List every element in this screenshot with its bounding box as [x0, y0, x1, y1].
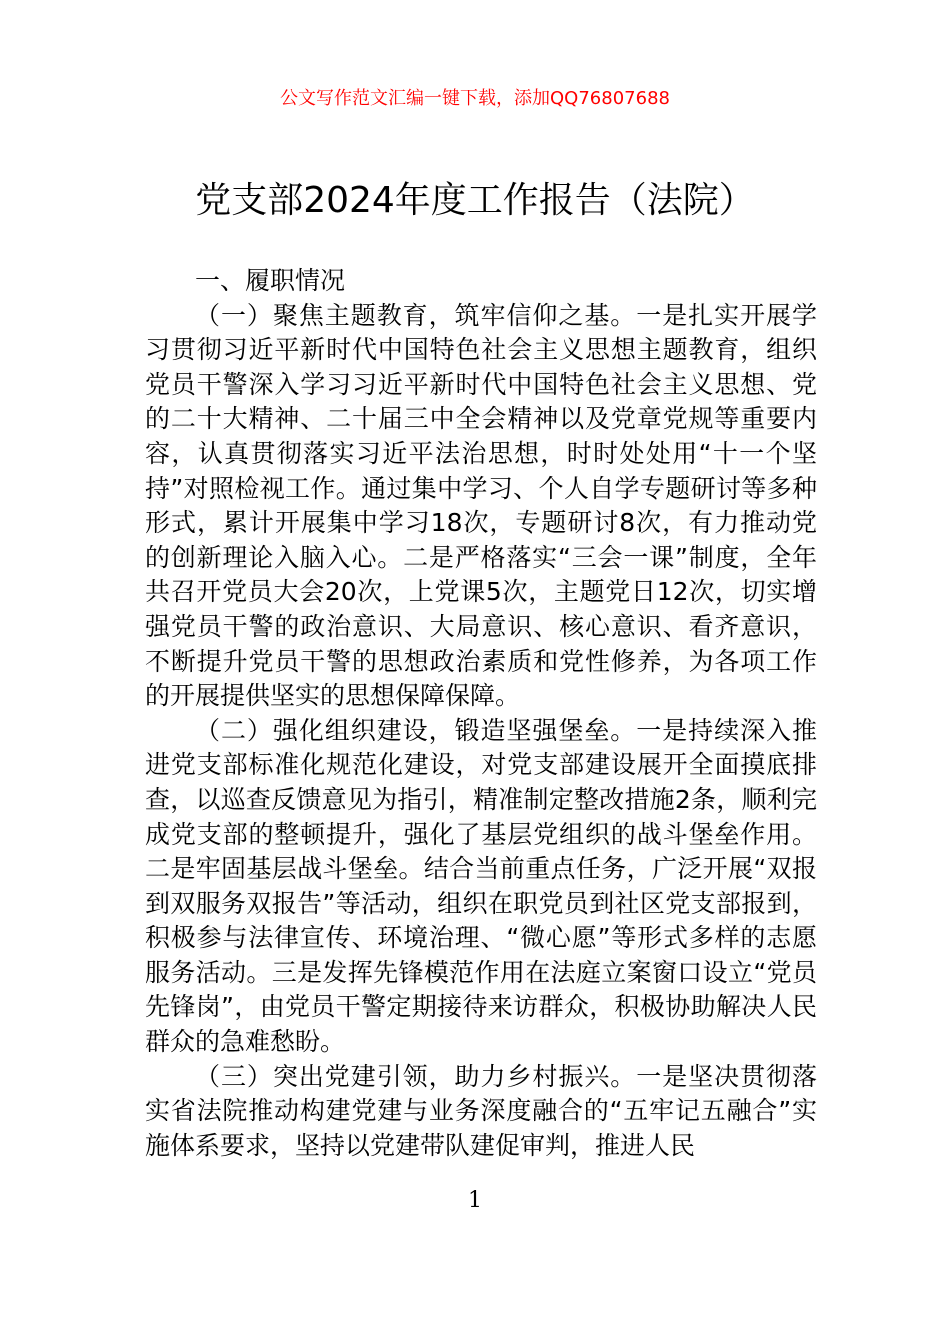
section-heading: 一、履职情况: [195, 266, 346, 295]
page-title: 党支部2024年度工作报告（法院）: [195, 180, 755, 221]
document-body: [145, 264, 817, 1163]
download-banner: 公文写作范文汇编一键下载，添加QQ76807688: [280, 88, 670, 109]
paragraph-2: （二）强化组织建设，锻造坚强堡垒。一是持续深入推进党支部标准化规范化建设，对党支部建设展开全面摸底排查，以巡查反馈意见为指引，精准制定整改措施2条，顺利完成党支部的整顿提升，强化了基层党组织的战斗堡垒作用。二是牢固基层战斗堡垒。结合当前重点任务，广泛开展“双报到双服务双报告”等活动，组织在职党员到社区党支部报到，积极参与法律宣传、环境治理、“微心愿”等形式多样的志愿服务活动。三是发挥先锋模范作用在法庭立案窗口设立“党员先锋岗”，由党员干警定期接待来访群众，积极协助解决人民群众的急难愁盼。: [145, 715, 817, 1057]
page-number: 1: [468, 1188, 482, 1213]
paragraph-1: （一）聚焦主题教育，筑牢信仰之基。一是扎实开展学习贯彻习近平新时代中国特色社会主义思想主题教育，组织党员干警深入学习习近平新时代中国特色社会主义思想、党的二十大精神、二十届三中全会精神以及党章党规等重要内容，认真贯彻落实习近平法治思想，时时处处用“十一个坚持”对照检视工作。通过集中学习、个人自学专题研讨等多种形式，累计开展集中学习18次，专题研讨8次，有力推动党的创新理论入脑入心。二是严格落实“三会一课”制度，全年共召开党员大会20次，上党课5次，主题党日12次，切实增强党员干警的政治意识、大局意识、核心意识、看齐意识，不断提升党员干警的思想政治素质和党性修养，为各项工作的开展提供坚实的思想保障保障。: [145, 300, 817, 711]
paragraph-3: （三）突出党建引领，助力乡村振兴。一是坚决贯彻落实省法院推动构建党建与业务深度融合的“五牢记五融合”实施体系要求，坚持以党建带队建促审判，推进人民: [145, 1061, 817, 1160]
